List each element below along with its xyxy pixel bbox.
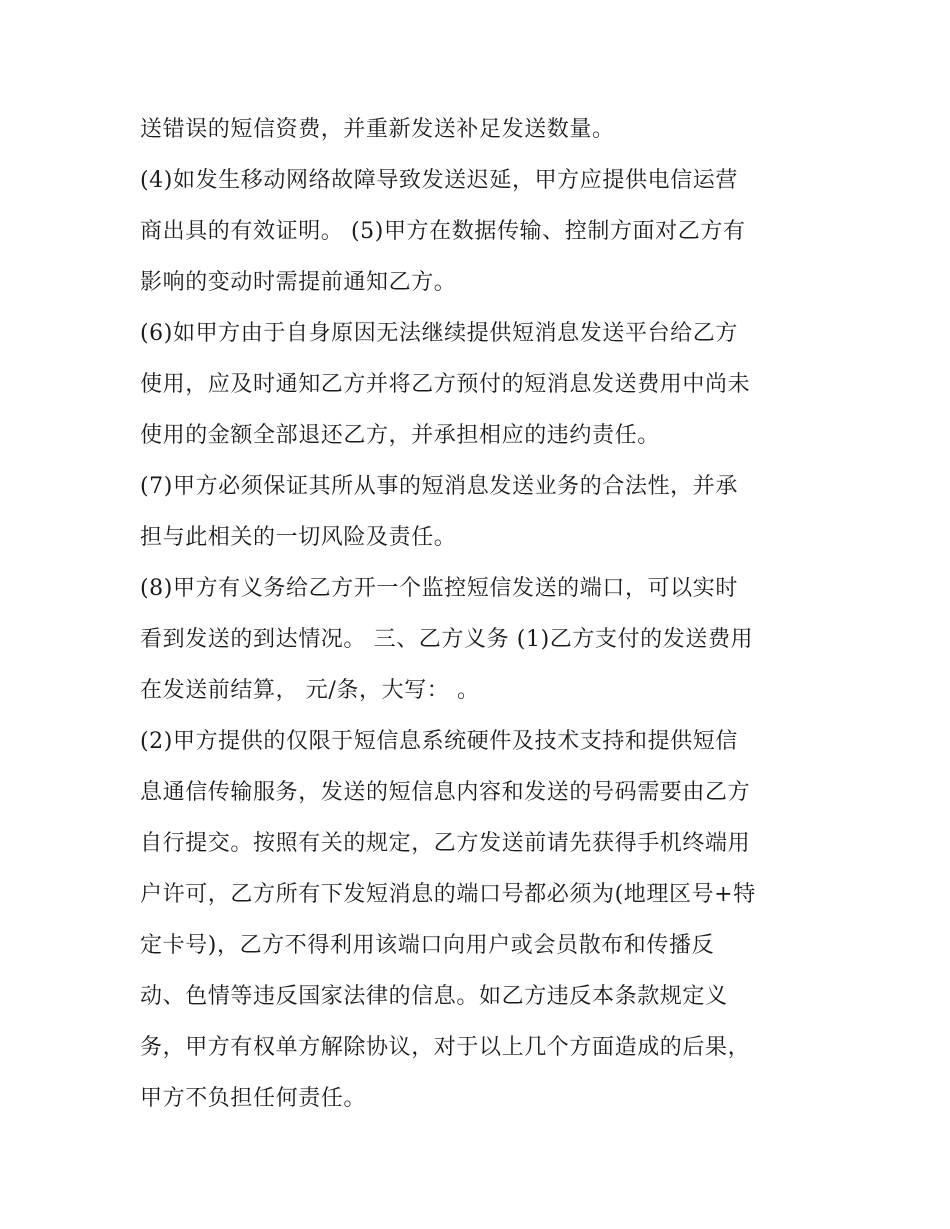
document-body bbox=[140, 104, 830, 1124]
text-line: 定卡号)，乙方不得利用该端口向用户或会员散布和传播反 bbox=[140, 933, 715, 958]
text-line: 担与此相关的一切风险及责任。 bbox=[140, 525, 457, 550]
text-line: 息通信传输服务，发送的短信息内容和发送的号码需要由乙方 bbox=[140, 780, 751, 805]
text-line: 在发送前结算， 元/条，大写： 。 bbox=[140, 678, 480, 703]
text-line: 送错误的短信资费，并重新发送补足发送数量。 bbox=[140, 117, 615, 142]
text-line: 动、色情等违反国家法律的信息。如乙方违反本条款规定义 bbox=[140, 984, 728, 1009]
text-line: 户许可，乙方所有下发短消息的端口号都必须为(地理区号+特 bbox=[140, 882, 756, 907]
text-line: (7)甲方必须保证其所从事的短消息发送业务的合法性，并承 bbox=[140, 474, 738, 499]
text-line: (8)甲方有义务给乙方开一个监控短信发送的端口，可以实时 bbox=[140, 576, 738, 601]
text-line: 商出具的有效证明。 (5)甲方在数据传输、控制方面对乙方有 bbox=[140, 219, 746, 244]
text-line: 使用的金额全部退还乙方，并承担相应的违约责任。 bbox=[140, 423, 660, 448]
text-line: 影响的变动时需提前通知乙方。 bbox=[140, 270, 457, 295]
text-line: (6)如甲方由于自身原因无法继续提供短消息发送平台给乙方 bbox=[140, 321, 738, 346]
text-line: 使用，应及时通知乙方并将乙方预付的短消息发送费用中尚未 bbox=[140, 372, 751, 397]
text-line: 自行提交。按照有关的规定，乙方发送前请先获得手机终端用 bbox=[140, 831, 751, 856]
text-line: (4)如发生移动网络故障导致发送迟延，甲方应提供电信运营 bbox=[140, 168, 738, 193]
text-line: 务，甲方有权单方解除协议，对于以上几个方面造成的后果， bbox=[140, 1035, 751, 1060]
text-line: 看到发送的到达情况。 三、乙方义务 (1)乙方支付的发送费用 bbox=[140, 627, 754, 652]
text-line: 甲方不负担任何责任。 bbox=[140, 1086, 367, 1111]
text-line: (2)甲方提供的仅限于短信息系统硬件及技术支持和提供短信 bbox=[140, 729, 738, 754]
